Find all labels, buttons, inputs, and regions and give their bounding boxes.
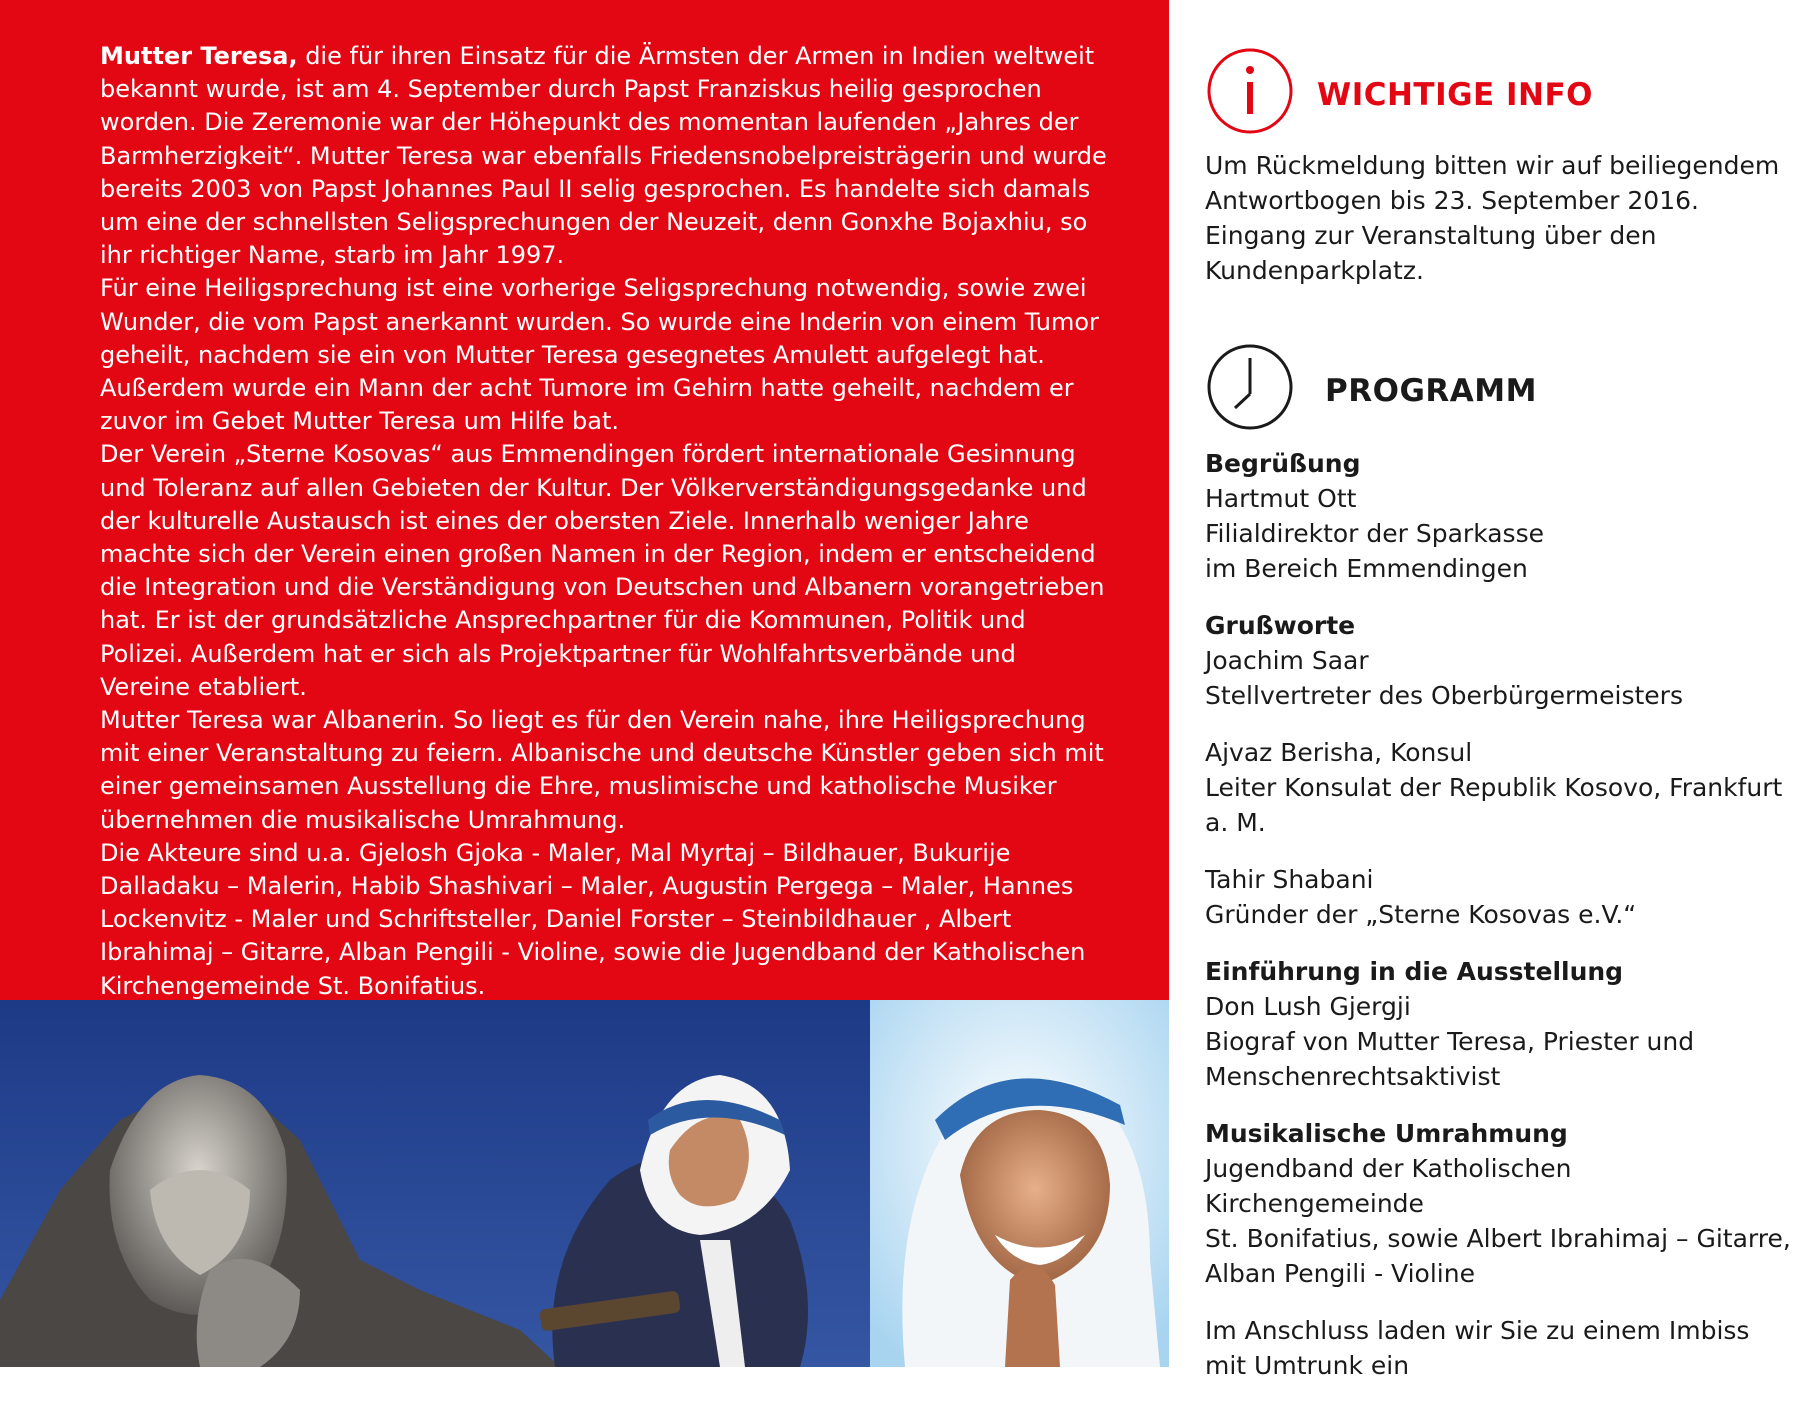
program-item-line: St. Bonifatius, sowie Albert Ibrahimaj – Gitarre, (1205, 1224, 1791, 1253)
program-header (1205, 346, 1795, 436)
program-item-line: Don Lush Gjergji (1205, 992, 1411, 1021)
info-line: Um Rückmeldung bitten wir auf beiliegendem (1205, 151, 1780, 180)
program-item-line: Tahir Shabani (1205, 865, 1374, 894)
program-item-line: mit Umtrunk ein (1205, 1351, 1410, 1380)
intro-paragraph (100, 40, 1110, 272)
program-item-line: Im Anschluss laden wir Sie zu einem Imbiss (1205, 1316, 1750, 1345)
body-paragraph: Die Akteure sind u.a. Gjelosh Gjoka - Maler, Mal Myrtaj – Bildhauer, Bukurije Dalladaku – Malerin, Habib Shashivari – Maler, Augustin Pergega – Maler, Hannes Lockenvitz - Maler und Schriftsteller, Daniel Forster – Steinbildhauer , Albert Ibrahimaj – Gitarre, Alban Pengili - Violine, sowie die Jugendband der Katholischen Kirchengemeinde St. Bonifatius. (100, 838, 1086, 1000)
body-paragraph: Mutter Teresa war Albanerin. So liegt es für den Verein nahe, ihre Heiligsprechung mit einer Veranstaltung zu feiern. Albanische und deutsche Künstler geben sich mit einer gemeinsamen Ausstellung die Ehre, muslimische und katholische Musiker übernehmen die musikalische Umrahmung. (100, 706, 1104, 834)
body-paragraph: Der Verein „Sterne Kosovas“ aus Emmendingen fördert internationale Gesinnung und Toleranz auf allen Gebieten der Kultur. Der Völkerverständigungsgedanke und der kulturelle Austausch ist eines der obersten Ziele. Innerhalb weniger Jahre machte sich der Verein einen großen Namen in der Region, indem er entscheidend die Integration und die Verständigung von Deutschen und Albanern vorangetrieben hat. Er ist der grundsätzliche Ansprechpartner für die Kommunen, Politik und Polizei. Außerdem hat er sich als Projektpartner für Wohlfahrtsverbände und Vereine etabliert. (100, 440, 1105, 701)
program-item-title: Begrüßung (1205, 449, 1361, 478)
program-item-line: Filialdirektor der Sparkasse (1205, 519, 1544, 548)
clock-icon (1205, 342, 1295, 441)
program-item (1205, 1116, 1795, 1291)
intro-lead-bold: Mutter Teresa, (100, 42, 298, 70)
info-icon (1205, 46, 1295, 145)
program-item (1205, 735, 1795, 840)
program-item-line: Hartmut Ott (1205, 484, 1357, 513)
program-item-line: Joachim Saar (1205, 646, 1369, 675)
program-item-title: Einführung in die Ausstellung (1205, 957, 1624, 986)
smiling-portrait (870, 1000, 1169, 1367)
info-text (1205, 148, 1795, 288)
program-item-line: Gründer der „Sterne Kosovas e.V.“ (1205, 900, 1637, 929)
program-item (1205, 446, 1795, 586)
program-item-title: Grußworte (1205, 611, 1356, 640)
info-header (1205, 50, 1795, 140)
program-item-title: Musikalische Umrahmung (1205, 1119, 1568, 1148)
program-item-line: Leiter Konsulat der Republik Kosovo, Frankfurt a. M. (1205, 773, 1783, 837)
program-item (1205, 1313, 1795, 1383)
program-item-line: Ajvaz Berisha, Konsul (1205, 738, 1473, 767)
program-item-line: Jugendband der Katholischen Kirchengemeinde (1205, 1154, 1572, 1218)
red-text-panel (0, 0, 1169, 1000)
info-title: WICHTIGE INFO (1317, 76, 1594, 113)
program-item (1205, 608, 1795, 713)
program-item (1205, 954, 1795, 1094)
program-list (1205, 446, 1795, 1383)
article-body (100, 40, 1110, 1003)
program-item-line: Biograf von Mutter Teresa, Priester und (1205, 1027, 1695, 1056)
info-line: Kundenparkplatz. (1205, 256, 1424, 285)
photo-collage (0, 1000, 1169, 1367)
info-line: Antwortbogen bis 23. September 2016. (1205, 186, 1699, 215)
program-item-line: Menschenrechtsaktivist (1205, 1062, 1501, 1091)
program-item-line: Stellvertreter des Oberbürgermeisters (1205, 681, 1683, 710)
program-item-line: im Bereich Emmendingen (1205, 554, 1528, 583)
program-item (1205, 862, 1795, 932)
right-column (1205, 50, 1795, 1405)
body-paragraph: Für eine Heiligsprechung ist eine vorherige Seligsprechung notwendig, sowie zwei Wunder, die vom Papst anerkannt wurden. So wurde eine Inderin von einem Tumor geheilt, nachdem sie ein von Mutter Teresa gesegnetes Amulett aufgelegt hat. Außerdem wurde ein Mann der acht Tumore im Gehirn hatte geheilt, nachdem er zuvor im Gebet Mutter Teresa um Hilfe bat. (100, 274, 1099, 436)
info-line: Eingang zur Veranstaltung über den (1205, 221, 1657, 250)
program-title: PROGRAMM (1325, 372, 1537, 409)
program-item-line: Alban Pengili - Violine (1205, 1259, 1475, 1288)
intro-lead-text: die für ihren Einsatz für die Ärmsten der Armen in Indien weltweit bekannt wurde, ist am 4. September durch Papst Franziskus heilig gesprochen worden. Die Zeremonie war der Höhepunkt des momentan laufenden „Jahres der Barmherzigkeit“. Mutter Teresa war ebenfalls Friedensnobelpreisträgerin und wurde bereits 2003 von Papst Johannes Paul II selig gesprochen. Es handelte sich damals um eine der schnellsten Seligsprechungen der Neuzeit, denn Gonxhe Bojaxhiu, so ihr richtiger Name, starb im Jahr 1997. (100, 42, 1107, 270)
